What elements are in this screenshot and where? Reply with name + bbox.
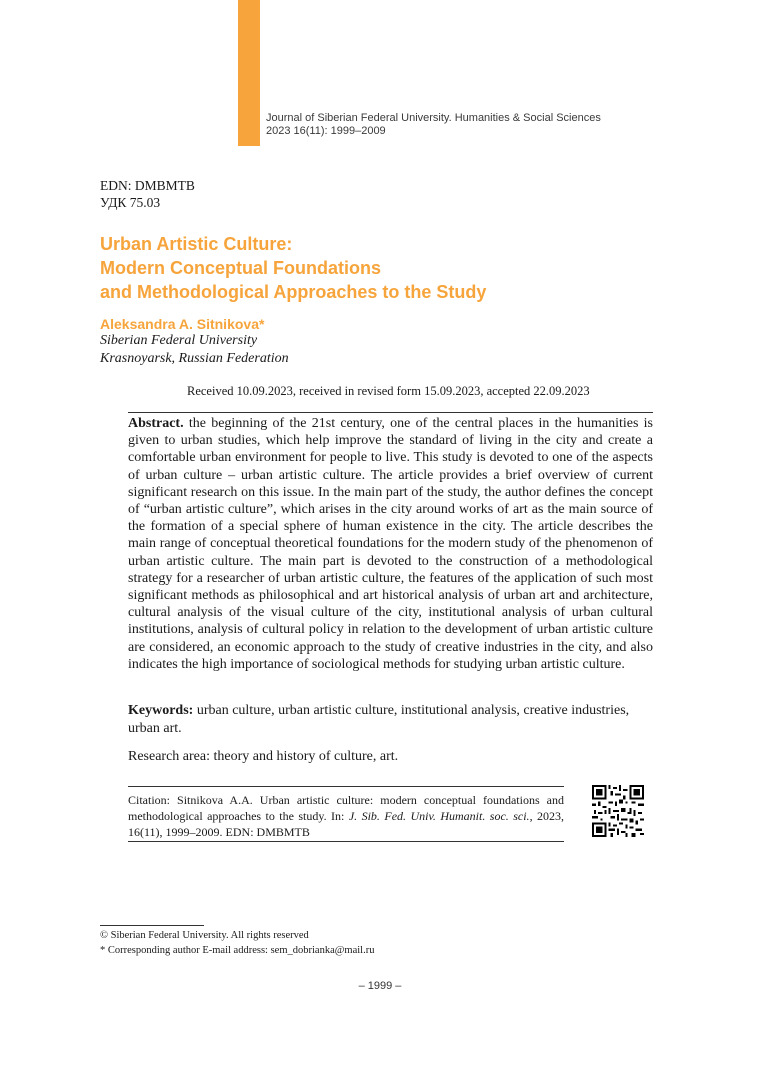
copyright-footnote: © Siberian Federal University. All rights reserved bbox=[100, 930, 309, 941]
citation-bottom-divider bbox=[128, 841, 564, 842]
received-dates: Received 10.09.2023, received in revised form 15.09.2023, accepted 22.09.2023 bbox=[187, 384, 590, 398]
abstract-text: the beginning of the 21st century, one of the central places in the humanities is given to urban studies, which help improve the standard of living in the city and create a comfortable urban environment for people to live. This study is devoted to one of the aspects of urban culture – urban artistic culture. The article provides a brief overview of current significant research on this issue. In the main part of the study, the author defines the concept of “urban artistic culture”, which arises in the city around works of art as the main source of the formation of a special sphere of human existence in the city. The article describes the main range of conceptual theoretical foundations for the modern study of the phenomenon of urban artistic culture. The main part is devoted to the construction of a methodological strategy for a researcher of urban artistic culture, the features of the application of such most significant methods as philosophical and art historical analysis of urban art and architecture, cultural analysis of the visual culture of the city, institutional analysis of urban cultural institutions, analysis of cultural policy in relation to the development of urban artistic culture are considered, an economic approach to the study of creative industries in the city, and also indicates the high importance of sociological methods for studying urban artistic culture. bbox=[128, 416, 653, 672]
abstract-label: Abstract. bbox=[128, 416, 184, 431]
citation-journal: J. Sib. Fed. Univ. Humanit. soc. sci. bbox=[348, 809, 530, 823]
title-line-3: and Methodological Approaches to the Study bbox=[100, 282, 487, 302]
qr-code-icon[interactable] bbox=[592, 785, 644, 837]
keywords-label: Keywords: bbox=[128, 703, 194, 718]
affiliation-university: Siberian Federal University bbox=[100, 333, 258, 348]
journal-header bbox=[266, 112, 601, 138]
author-name: Aleksandra A. Sitnikova* bbox=[100, 316, 265, 332]
affiliation-location: Krasnoyarsk, Russian Federation bbox=[100, 351, 289, 366]
footnote-divider bbox=[100, 925, 204, 926]
udk-code: УДК 75.03 bbox=[100, 195, 161, 210]
page-number: – 1999 – bbox=[358, 980, 402, 992]
citation-text-1: Citation: Sitnikova A.A. Urban artistic culture: modern conceptual foundations and methodological approaches to the study. In: bbox=[128, 793, 564, 823]
abstract-divider bbox=[128, 412, 653, 413]
title-line-2: Modern Conceptual Foundations bbox=[100, 258, 381, 278]
corresponding-author-footnote: * Corresponding author E-mail address: sem_dobrianka@mail.ru bbox=[100, 945, 375, 956]
citation-text-2: , 2023, 16(11), 1999–2009. EDN: DMBMTB bbox=[128, 809, 565, 839]
citation-top-divider bbox=[128, 786, 564, 787]
article-identifiers bbox=[100, 177, 195, 211]
research-area: Research area: theory and history of culture, art. bbox=[128, 749, 399, 764]
keywords-text: urban culture, urban artistic culture, institutional analysis, creative industries, urban art. bbox=[128, 703, 630, 736]
journal-accent-bar bbox=[238, 0, 260, 146]
title-line-1: Urban Artistic Culture: bbox=[100, 234, 293, 254]
edn-code: EDN: DMBMTB bbox=[100, 178, 195, 193]
keywords bbox=[128, 702, 653, 737]
journal-name: Journal of Siberian Federal University. Humanities & Social Sciences bbox=[266, 112, 601, 124]
author-affiliation bbox=[100, 332, 289, 368]
article-title bbox=[100, 232, 486, 304]
citation bbox=[128, 792, 564, 840]
journal-issue: 2023 16(11): 1999–2009 bbox=[266, 125, 386, 137]
abstract bbox=[128, 415, 653, 673]
